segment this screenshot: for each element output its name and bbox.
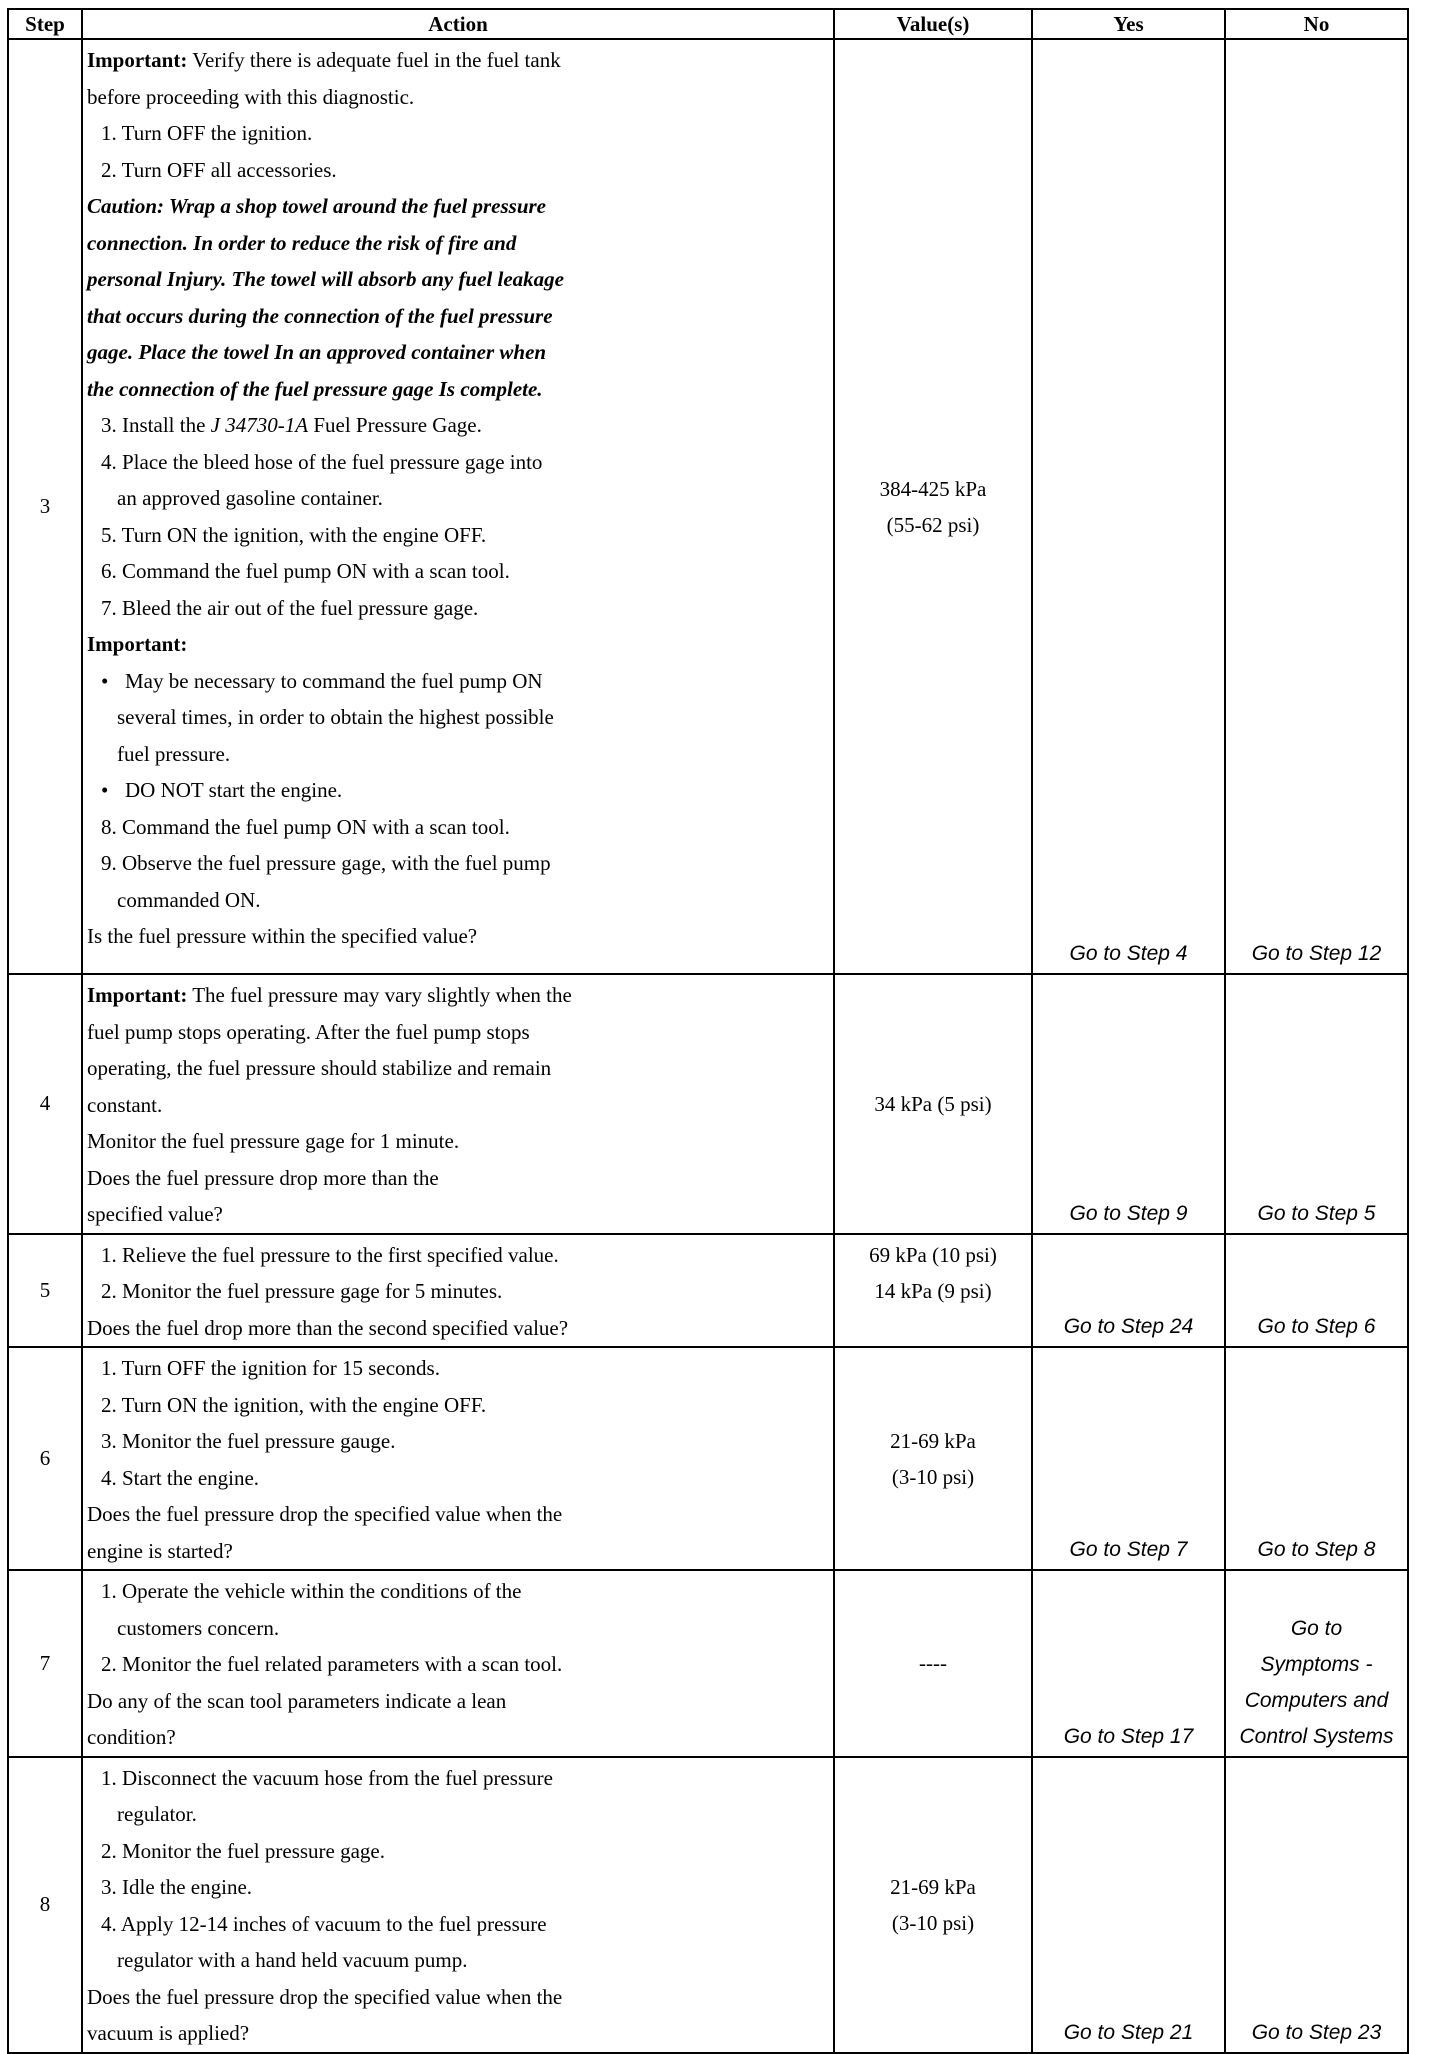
value-text: 34 kPa (5 psi) (874, 1091, 992, 1116)
action-line: 5. Turn ON the ignition, with the engine OFF. (101, 522, 487, 547)
caution-line: gage. Place the towel In an approved container when (87, 340, 547, 364)
question-line: Does the fuel drop more than the second specified value? (87, 1315, 569, 1340)
action-line: 1. Operate the vehicle within the conditions of the (101, 1579, 522, 1603)
action-line: customers concern. (117, 1615, 280, 1640)
action-line: 1. Relieve the fuel pressure to the first specified value. (101, 1242, 559, 1267)
caution-line: that occurs during the connection of the fuel pressure (87, 303, 553, 328)
action-line: 2. Monitor the fuel pressure gage. (101, 1838, 386, 1863)
no-text: Computers and (1244, 1688, 1389, 1712)
action-line: 1. Turn OFF the ignition for 15 seconds. (101, 1356, 440, 1380)
yes-cell: Go to Step 9 (1032, 974, 1225, 1234)
no-text: Symptoms - (1260, 1652, 1373, 1676)
action-line: 4. Start the engine. (101, 1465, 260, 1490)
header-row (8, 9, 1408, 39)
no-cell: Go to Step 8 (1225, 1347, 1408, 1570)
value-text: (3-10 psi) (891, 1910, 975, 1935)
action-text: Fuel Pressure Gage. (308, 413, 482, 437)
action-line: 2. Turn OFF all accessories. (101, 157, 337, 182)
action-line: before proceeding with this diagnostic. (87, 84, 415, 109)
value-text: 21-69 kPa (890, 1428, 976, 1453)
table-row-step-4 (8, 974, 1408, 1234)
action-line: 3. Monitor the fuel pressure gauge. (101, 1429, 396, 1453)
caution-line: Caution: Wrap a shop towel around the fuel pressure (87, 194, 546, 218)
question-line: condition? (87, 1725, 176, 1749)
action-line: Monitor the fuel pressure gage for 1 minute. (87, 1129, 460, 1153)
action-line: 9. Observe the fuel pressure gage, with the fuel pump (101, 851, 551, 875)
value-text: 14 kPa (9 psi) (874, 1278, 992, 1303)
value-cell (834, 1757, 1032, 2053)
action-line: 2. Monitor the fuel related parameters with a scan tool. (101, 1652, 563, 1676)
no-cell: Go to Step 6 (1225, 1234, 1408, 1348)
action-line: 1. Disconnect the vacuum hose from the fuel pressure (101, 1765, 553, 1790)
value-text: (55-62 psi) (886, 512, 980, 537)
question-line: vacuum is applied? (87, 2021, 250, 2045)
action-line: 2. Turn ON the ignition, with the engine OFF. (101, 1392, 487, 1417)
action-line: 2. Monitor the fuel pressure gage for 5 minutes. (101, 1279, 503, 1303)
action-text: DO NOT start the engine. (125, 778, 343, 802)
action-line: 7. Bleed the air out of the fuel pressure gage. (101, 595, 479, 620)
tool-number: J 34730-1A (210, 413, 309, 437)
action-line: Does the fuel pressure drop more than the (87, 1165, 439, 1190)
yes-cell: Go to Step 7 (1032, 1347, 1225, 1570)
action-text: 3. Install the (101, 413, 211, 437)
yes-cell: Go to Step 21 (1032, 1757, 1225, 2053)
value-text: ---- (919, 1651, 947, 1676)
step-number: 7 (8, 1570, 82, 1757)
step-number: 4 (8, 974, 82, 1234)
bullet-icon: • (101, 668, 109, 693)
header-yes: Yes (1032, 9, 1225, 39)
header-step: Step (8, 9, 82, 39)
question-line: Does the fuel pressure drop the specified value when the (87, 1502, 563, 1526)
caution-line: connection. In order to reduce the risk of fire and (87, 230, 517, 255)
action-text: May be necessary to command the fuel pump ON (125, 668, 543, 693)
value-cell (834, 1234, 1032, 1348)
no-text: Go to (1290, 1616, 1343, 1640)
table-row-step-7 (8, 1570, 1408, 1757)
value-cell (834, 39, 1032, 974)
important-label: Important: (87, 983, 188, 1007)
diagnostic-table (7, 8, 1409, 2054)
action-line: regulator with a hand held vacuum pump. (117, 1948, 468, 1972)
action-cell (82, 1570, 834, 1757)
yes-cell: Go to Step 17 (1032, 1570, 1225, 1757)
question-line: engine is started? (87, 1538, 233, 1563)
table-row-step-6 (8, 1347, 1408, 1570)
header-values: Value(s) (834, 9, 1032, 39)
question-line: Does the fuel pressure drop the specified value when the (87, 1984, 563, 2009)
caution-line: personal Injury. The towel will absorb any fuel leakage (87, 267, 564, 291)
action-line: fuel pressure. (117, 741, 231, 766)
action-line: constant. (87, 1092, 163, 1117)
important-label: Important: (87, 48, 188, 72)
action-cell (82, 1757, 834, 2053)
important-label: Important: (87, 632, 188, 656)
question-line: Is the fuel pressure within the specified value? (87, 924, 478, 948)
step-number: 5 (8, 1234, 82, 1348)
action-line: regulator. (117, 1802, 197, 1826)
table-row-step-3 (8, 39, 1408, 974)
action-line: 6. Command the fuel pump ON with a scan tool. (101, 559, 510, 583)
question-line: Do any of the scan tool parameters indicate a lean (87, 1688, 507, 1713)
no-cell: Go to Step 5 (1225, 974, 1408, 1234)
value-cell (834, 974, 1032, 1234)
value-cell (834, 1570, 1032, 1757)
action-line: operating, the fuel pressure should stabilize and remain (87, 1056, 552, 1080)
caution-line: the connection of the fuel pressure gage Is complete. (87, 376, 543, 401)
table-row-step-5 (8, 1234, 1408, 1348)
value-text: (3-10 psi) (891, 1464, 975, 1489)
header-no: No (1225, 9, 1408, 39)
action-line: 4. Apply 12-14 inches of vacuum to the fuel pressure (101, 1911, 547, 1936)
no-cell: Go to Step 23 (1225, 1757, 1408, 2053)
step-number: 6 (8, 1347, 82, 1570)
action-cell (82, 1234, 834, 1348)
value-text: 69 kPa (10 psi) (869, 1242, 997, 1267)
action-cell (82, 39, 834, 974)
question-line: specified value? (87, 1202, 223, 1226)
action-line: 1. Turn OFF the ignition. (101, 121, 313, 145)
table-row-step-8 (8, 1757, 1408, 2053)
no-cell (1225, 1570, 1408, 1757)
action-line: 3. Idle the engine. (101, 1875, 253, 1899)
header-action: Action (82, 9, 834, 39)
no-cell: Go to Step 12 (1225, 39, 1408, 974)
action-line: several times, in order to obtain the highest possible (117, 705, 554, 729)
action-line: 8. Command the fuel pump ON with a scan tool. (101, 814, 510, 839)
action-line: an approved gasoline container. (117, 486, 383, 510)
value-cell (834, 1347, 1032, 1570)
action-text: The fuel pressure may vary slightly when the (187, 983, 572, 1007)
value-text: 384-425 kPa (879, 476, 987, 501)
yes-cell: Go to Step 24 (1032, 1234, 1225, 1348)
action-text: Verify there is adequate fuel in the fuel tank (187, 48, 561, 72)
bullet-icon: • (101, 778, 109, 802)
yes-cell: Go to Step 4 (1032, 39, 1225, 974)
step-number: 8 (8, 1757, 82, 2053)
step-number: 3 (8, 39, 82, 974)
action-cell (82, 1347, 834, 1570)
no-text: Control Systems (1239, 1724, 1394, 1748)
action-cell (82, 974, 834, 1234)
action-line: commanded ON. (117, 887, 261, 912)
action-line: fuel pump stops operating. After the fuel pump stops (87, 1019, 530, 1044)
value-text: 21-69 kPa (890, 1874, 976, 1899)
action-line: 4. Place the bleed hose of the fuel pressure gage into (101, 449, 543, 474)
